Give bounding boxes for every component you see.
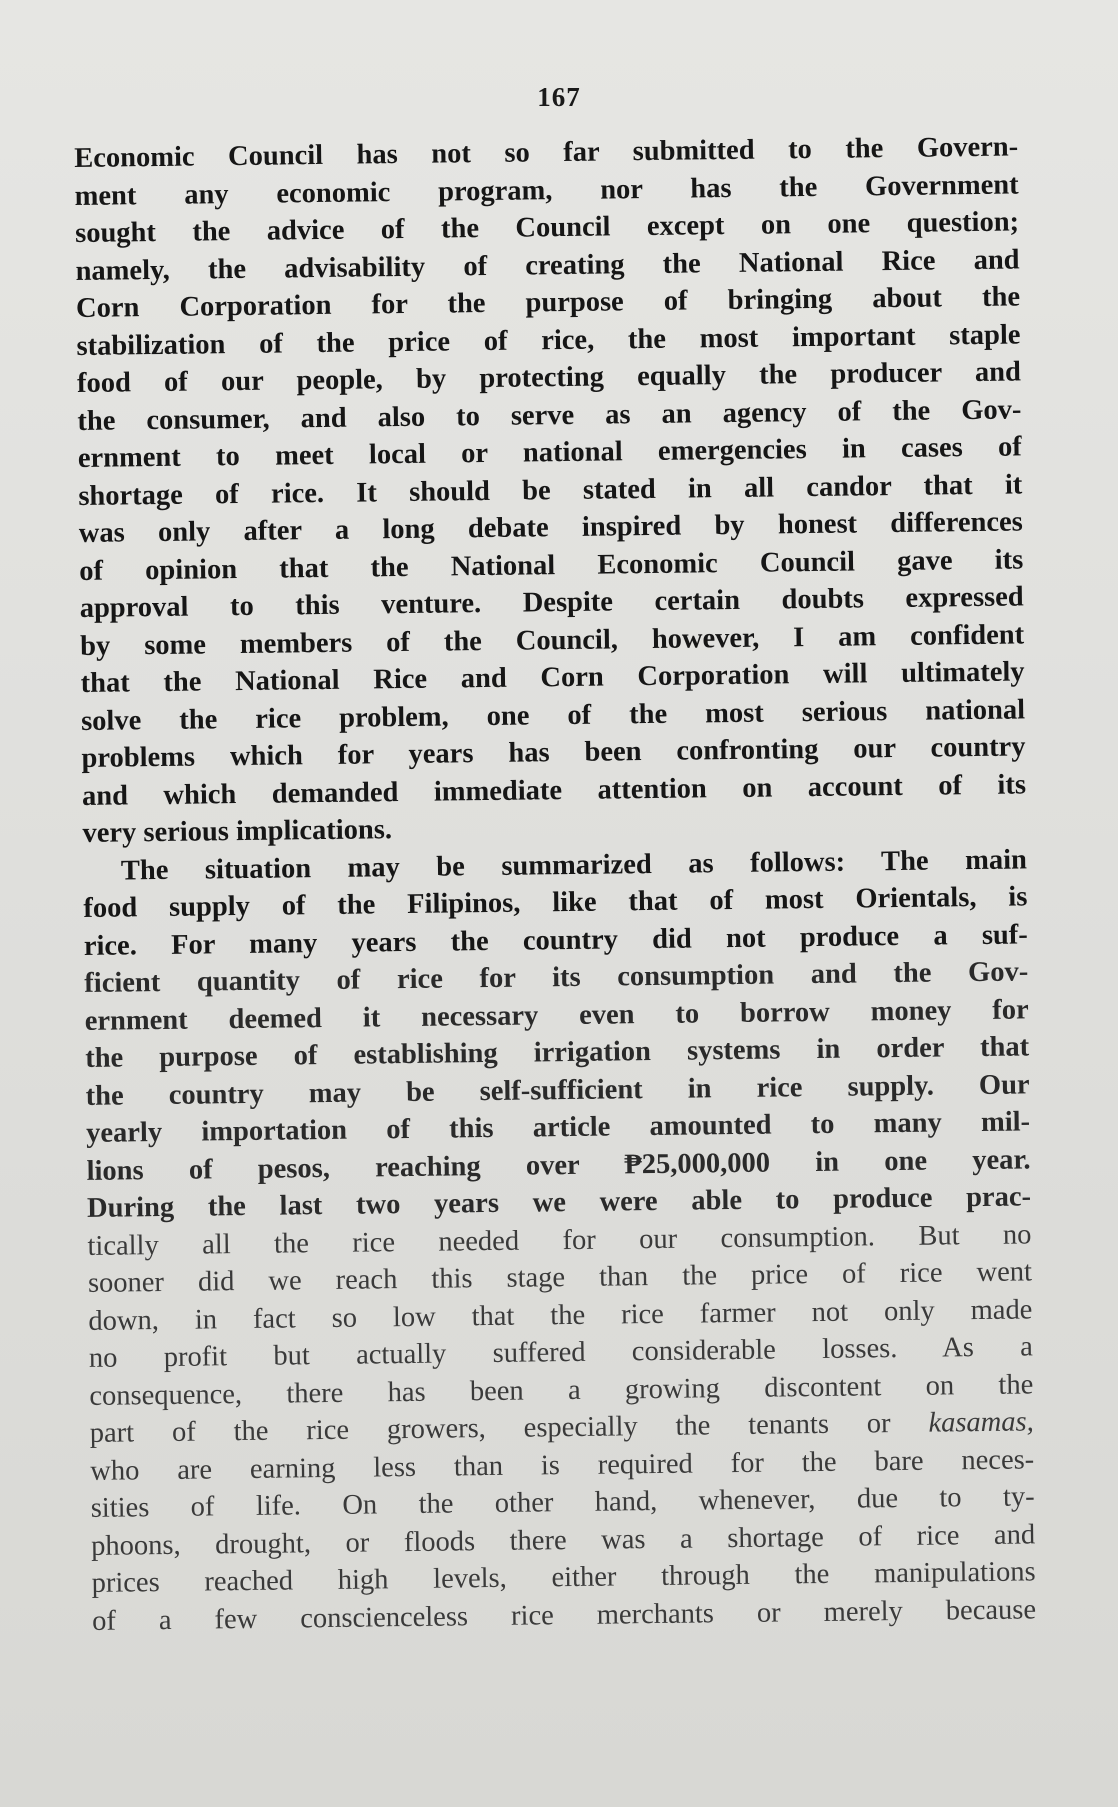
text-line: the purpose of establishing irrigation systems in order that: [85, 1031, 1030, 1074]
text-line: yearly importation of this article amounted to many mil-: [85, 1106, 1031, 1149]
text-line: During the last two years we were able to produce prac-: [86, 1181, 1032, 1224]
page-number: 167: [537, 82, 581, 112]
body-text: [74, 128, 1036, 1639]
text-line: sooner did we reach this stage than the price of rice went: [87, 1256, 1033, 1299]
text-line: very serious implications.: [82, 814, 393, 849]
text-line: sought the advice of the Council except on one question;: [74, 206, 1020, 249]
text-line: food of our people, by protecting equally the producer and: [76, 356, 1022, 399]
text-line: was only after a long debate inspired by honest differences: [78, 506, 1023, 549]
text-line: the country may be self-sufficient in rice supply. Our: [85, 1068, 1030, 1112]
text-line: the consumer, and also to serve as an agency of the Gov-: [77, 393, 1022, 437]
text-line: lions of pesos, reaching over ₱25,000,000 in one year.: [86, 1143, 1031, 1187]
text-line: of opinion that the National Economic Council gave its: [79, 543, 1024, 587]
text-line: rice. For many years the country did not produce a suf-: [83, 918, 1028, 962]
text-line: that the National Rice and Corn Corporation will ultimately: [80, 656, 1025, 699]
text-line: ficient quantity of rice for its consumption and the Gov-: [84, 956, 1029, 999]
text-line: of a few conscienceless rice merchants or merely because: [91, 1593, 1037, 1637]
text-line: ernment deemed it necessary even to borrow money for: [84, 993, 1029, 1037]
text-line: problems which for years has been confronting our country: [81, 731, 1026, 774]
text-line: Corn Corporation for the purpose of bringing about the: [75, 281, 1021, 324]
text-line: Economic Council has not so far submitted to the Govern-: [74, 131, 1019, 174]
text-line: ment any economic program, nor has the Government: [74, 168, 1019, 212]
text-line: consequence, there has been a growing discontent on the: [89, 1368, 1034, 1412]
text-line: phoons, drought, or floods there was a shortage of rice and: [90, 1518, 1036, 1562]
text-line: stabilization of the price of rice, the most important staple: [76, 318, 1021, 362]
text-line: who are earning less than is required for the bare neces-: [90, 1443, 1035, 1487]
text-line: and which demanded immediate attention on account of its: [81, 768, 1027, 812]
text-line: no profit but actually suffered considerable losses. As a: [88, 1331, 1034, 1374]
text-fragment: part of the rice growers, especially the tenants or: [89, 1408, 891, 1449]
text-line: by some members of the Council, however, I am confident: [79, 618, 1025, 662]
text-line: namely, the advisability of creating the National Rice and: [75, 243, 1020, 287]
text-line: approval to this venture. Despite certain doubts expressed: [79, 581, 1024, 624]
text-line: shortage of rice. It should be stated in all candor that it: [78, 468, 1023, 512]
text-line: The situation may be summarized as follows: The main: [120, 843, 1028, 886]
text-line: prices reached high levels, either through the manipulations: [91, 1556, 1036, 1599]
text-line: ernment to meet local or national emergencies in cases of: [77, 431, 1023, 474]
text-line: solve the rice problem, one of the most serious national: [80, 693, 1026, 737]
italic-word: kasamas,: [928, 1406, 1034, 1439]
text-line: sities of life. On the other hand, whenever, due to ty-: [90, 1481, 1035, 1524]
text-line: tically all the rice needed for our consumption. But no: [87, 1218, 1032, 1262]
text-line: down, in fact so low that the rice farmer not only made: [88, 1293, 1033, 1337]
text-line: food supply of the Filipinos, like that of most Orientals, is: [83, 881, 1028, 924]
